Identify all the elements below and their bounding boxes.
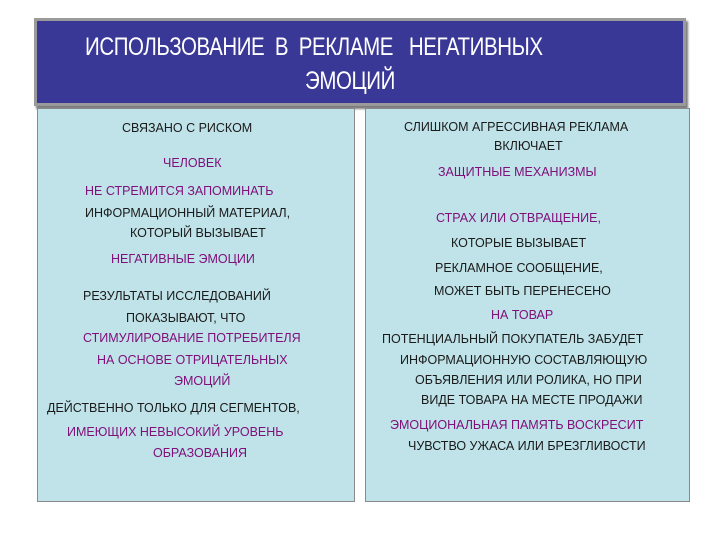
left-text-line: ДЕЙСТВЕННО ТОЛЬКО ДЛЯ СЕГМЕНТОВ, xyxy=(47,401,300,415)
left-text-line: НЕГАТИВНЫЕ ЭМОЦИИ xyxy=(111,252,255,266)
left-text-line: ПОКАЗЫВАЮТ, ЧТО xyxy=(126,311,246,325)
left-text-line: ЧЕЛОВЕК xyxy=(163,156,222,170)
left-text-line: КОТОРЫЙ ВЫЗЫВАЕТ xyxy=(130,226,266,240)
right-text-line: СТРАХ ИЛИ ОТВРАЩЕНИЕ, xyxy=(436,211,601,225)
title-line-1: ИСПОЛЬЗОВАНИЕ В РЕКЛАМЕ НЕГАТИВНЫХ xyxy=(85,33,543,61)
left-column-panel xyxy=(37,108,355,502)
right-text-line: РЕКЛАМНОЕ СООБЩЕНИЕ, xyxy=(435,261,603,275)
left-text-line: НА ОСНОВЕ ОТРИЦАТЕЛЬНЫХ xyxy=(97,353,288,367)
right-text-line: ПОТЕНЦИАЛЬНЫЙ ПОКУПАТЕЛЬ ЗАБУДЕТ xyxy=(382,332,644,346)
right-text-line: ВКЛЮЧАЕТ xyxy=(494,139,563,153)
title-line-2: ЭМОЦИЙ xyxy=(305,67,395,95)
right-text-line: ИНФОРМАЦИОННУЮ СОСТАВЛЯЮЩУЮ xyxy=(400,353,648,367)
left-text-line: ОБРАЗОВАНИЯ xyxy=(153,446,248,460)
right-text-line: СЛИШКОМ АГРЕССИВНАЯ РЕКЛАМА xyxy=(404,120,629,134)
left-text-line: ЭМОЦИЙ xyxy=(174,374,231,388)
title-banner xyxy=(34,18,686,106)
left-text-line: ИНФОРМАЦИОННЫЙ МАТЕРИАЛ, xyxy=(85,206,291,220)
left-text-line: ИМЕЮЩИХ НЕВЫСОКИЙ УРОВЕНЬ xyxy=(67,425,284,439)
left-text-line: РЕЗУЛЬТАТЫ ИССЛЕДОВАНИЙ xyxy=(83,289,271,303)
right-text-line: ЭМОЦИОНАЛЬНАЯ ПАМЯТЬ ВОСКРЕСИТ xyxy=(390,418,644,432)
right-text-line: ЧУВСТВО УЖАСА ИЛИ БРЕЗГЛИВОСТИ xyxy=(408,439,646,453)
right-text-line: ОБЪЯВЛЕНИЯ ИЛИ РОЛИКА, НО ПРИ xyxy=(415,373,642,387)
left-text-line: СВЯЗАНО С РИСКОМ xyxy=(122,121,253,135)
right-text-line: МОЖЕТ БЫТЬ ПЕРЕНЕСЕНО xyxy=(434,284,611,298)
right-text-line: НА ТОВАР xyxy=(491,308,554,322)
left-text-line: СТИМУЛИРОВАНИЕ ПОТРЕБИТЕЛЯ xyxy=(83,331,301,345)
left-text-line: НЕ СТРЕМИТСЯ ЗАПОМИНАТЬ xyxy=(85,184,274,198)
right-text-line: ЗАЩИТНЫЕ МЕХАНИЗМЫ xyxy=(438,165,597,179)
right-column-panel xyxy=(365,108,690,502)
right-text-line: ВИДЕ ТОВАРА НА МЕСТЕ ПРОДАЖИ xyxy=(421,393,643,407)
right-text-line: КОТОРЫЕ ВЫЗЫВАЕТ xyxy=(451,236,587,250)
